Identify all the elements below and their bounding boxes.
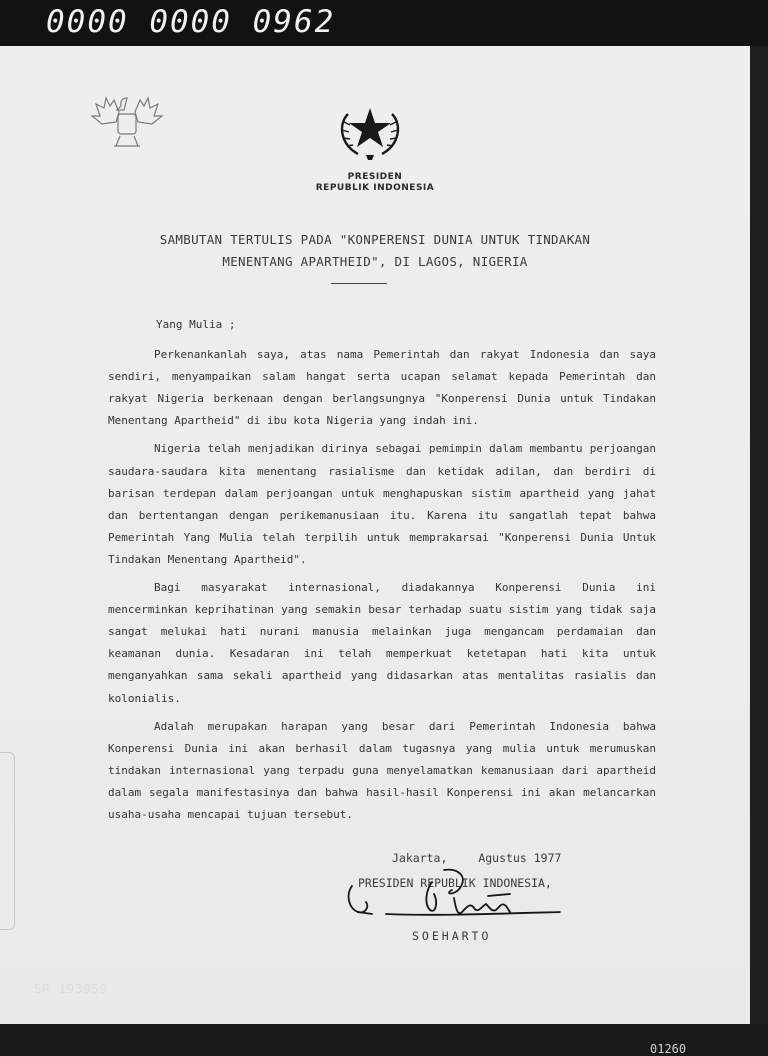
paragraph-4: Adalah merupakan harapan yang besar dari Pemerintah Indonesia bahwa Konperensi Dunia ini akan berhasil dalam tugasnya yang mulia untuk merumuskan tindakan internasional yang terpadu guna menyelamatkan kemanusiaan dari apartheid dalam segala manifestasinya dan bahwa hasil-hasil Konperensi ini akan melancarkan usaha-usaha mencapai tujuan tersebut. [108, 719, 656, 821]
handwritten-signature [340, 864, 570, 924]
film-edge-strip [750, 46, 768, 1024]
faded-archive-stamp: SR 193959 [34, 982, 109, 996]
page-edge-tab [0, 752, 15, 930]
title-line-2: MENENTANG APARTHEID", DI LAGOS, NIGERIA [222, 254, 528, 269]
letterhead-line-1: PRESIDEN [347, 172, 403, 182]
garuda-emblem-icon [86, 90, 168, 152]
title-line-1: SAMBUTAN TERTULIS PADA "KONPERENSI DUNIA UNTUK TINDAKAN [159, 232, 591, 247]
document-page [0, 46, 750, 1056]
signatory-name: SOEHARTO [412, 929, 492, 943]
closing-city: Jakarta, [392, 851, 448, 865]
closing-office: PRESIDEN REPUBLIK INDONESIA, [358, 876, 552, 890]
document-title [100, 229, 650, 273]
paragraph-3: Bagi masyarakat internasional, diadakannya Konperensi Dunia ini mencerminkan keprihatinan yang semakin besar terhadap suatu sistim yang tidak saja sangat melukai hati nurani manusia melainkan juga mengancam perdamaian dan keamanan dunia. Kesadaran ini telah memperkuat ketetapan hati kita untuk menganyahkan sama sekali apartheid yang didasarkan atas mentalitas rasialis dan kolonialis. [108, 581, 656, 705]
frame-number: 0000 0000 0962 [46, 4, 336, 40]
title-divider [331, 283, 387, 284]
film-header-bar [0, 0, 768, 46]
salutation: Yang Mulia ; [156, 318, 236, 331]
closing-date: Agustus 1977 [478, 851, 562, 865]
paragraph-2: Nigeria telah menjadikan dirinya sebagai pemimpin dalam membantu perjoangan saudara-saudara kita menentang rasialisme dan ketidak adilan, dan berdiri di barisan terdepan dalam perjoangan untuk menghapuskan sistim apartheid yang jahat dan bertentangan dengan perikemanusiaan itu. Karena itu sangatlah tepat bahwa Pemerintah Yang Mulia telah terpilih untuk memprakarsai "Konperensi Dunia Untuk Tindakan Menentang Apartheid". [108, 442, 656, 566]
faded-corner-number: 01260 [650, 1042, 687, 1056]
paragraph-1: Perkenankanlah saya, atas nama Pemerintah dan rakyat Indonesia dan saya sendiri, menyampaikan salam hangat serta ucapan selamat kepada Pemerintah dan rakyat Nigeria berkenaan dengan berlangsungnya "Konperensi Dunia untuk Tindakan Menentang Apartheid" di ibu kota Nigeria yang indah ini. [108, 348, 656, 428]
presidential-star-seal-icon [328, 92, 412, 162]
letterhead-line-2: REPUBLIK INDONESIA [315, 183, 435, 193]
letter-body [108, 314, 656, 832]
letterhead [0, 172, 750, 194]
